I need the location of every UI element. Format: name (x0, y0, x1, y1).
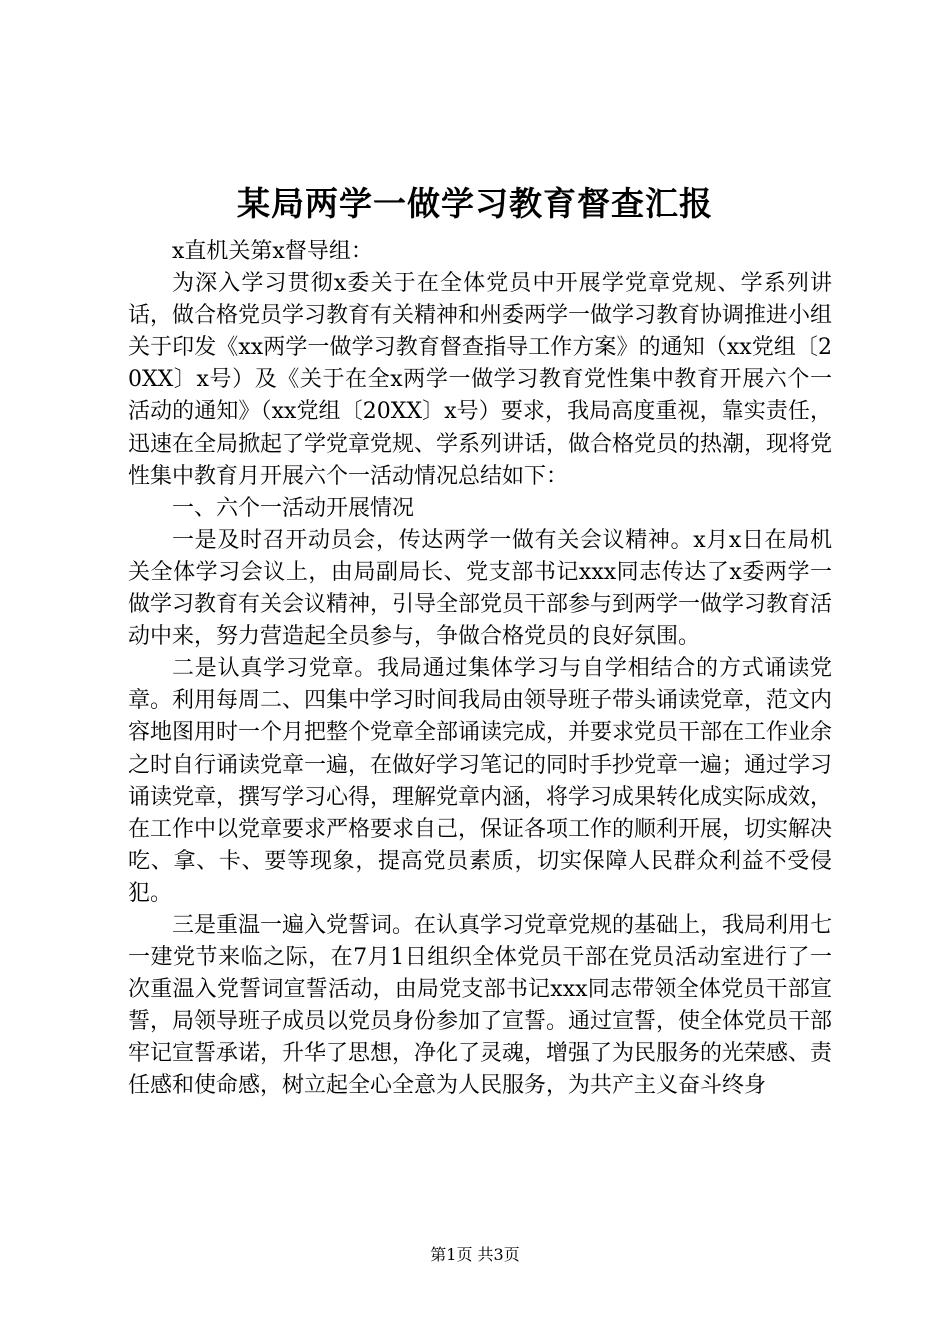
section-heading: 一、六个一活动开展情况 (172, 495, 415, 521)
paragraph-item-2: 二是认真学习党章。我局通过集体学习与自学相结合的方式诵读党章。利用每周二、四集中学习时间我局由领导班子带头诵读党章，范文内容地图用时一个月把整个党章全部诵读完成，并要求党员干部在工作业余之时自行诵读党章一遍，在做好学习笔记的同时手抄党章一遍；通过学习诵读党章，撰写学习心得，理解党章内涵，将学习成果转化成实际成效，在工作中以党章要求严格要求自己，保证各项工作的顺利开展，切实解决吃、拿、卡、要等现象，提高党员素质，切实保障人民群众利益不受侵犯。 (128, 656, 833, 906)
paragraph-item-1: 一是及时召开动员会，传达两学一做有关会议精神。x月x日在局机关全体学习会议上，由局副局长、党支部书记xxx同志传达了x委两学一做学习教育有关会议精神，引导全部党员干部参与到两学一做学习教育活动中来，努力营造起全员参与，争做合格党员的良好氛围。 (128, 527, 833, 650)
salutation: x直机关第x督导组： (172, 239, 373, 264)
intro-paragraph: 为深入学习贯彻x委关于在全体党员中开展学党章党规、学系列讲话，做合格党员学习教育有关精神和州委两学一做学习教育协调推进小组关于印发《xx两学一做学习教育督查指导工作方案》的通知（xx党组〔20XX〕x号）及《关于在全x两学一做学习教育党性集中教育开展六个一活动的通知》（xx党组〔20XX〕x号）要求，我局高度重视，靠实责任，迅速在全局掀起了学党章党规、学系列讲话，做合格党员的热潮，现将党性集中教育月开展六个一活动情况总结如下： (128, 271, 833, 489)
paragraph-item-3: 三是重温一遍入党誓词。在认真学习党章党规的基础上，我局利用七一建党节来临之际，在7月1日组织全体党员干部在党员活动室进行了一次重温入党誓词宣誓活动，由局党支部书记xxx同志带领全体党员干部宣誓，局领导班子成员以党员身份参加了宣誓。通过宣誓，使全体党员干部牢记宣誓承诺，升华了思想，净化了灵魂，增强了为民服务的光荣感、责任感和使命感，树立起全心全意为人民服务，为共产主义奋斗终身 (128, 912, 833, 1099)
page-number-footer: 第1页 共3页 (430, 1245, 520, 1264)
document-body (128, 236, 832, 1103)
document-title: 某局两学一做学习教育督查汇报 (237, 184, 713, 223)
